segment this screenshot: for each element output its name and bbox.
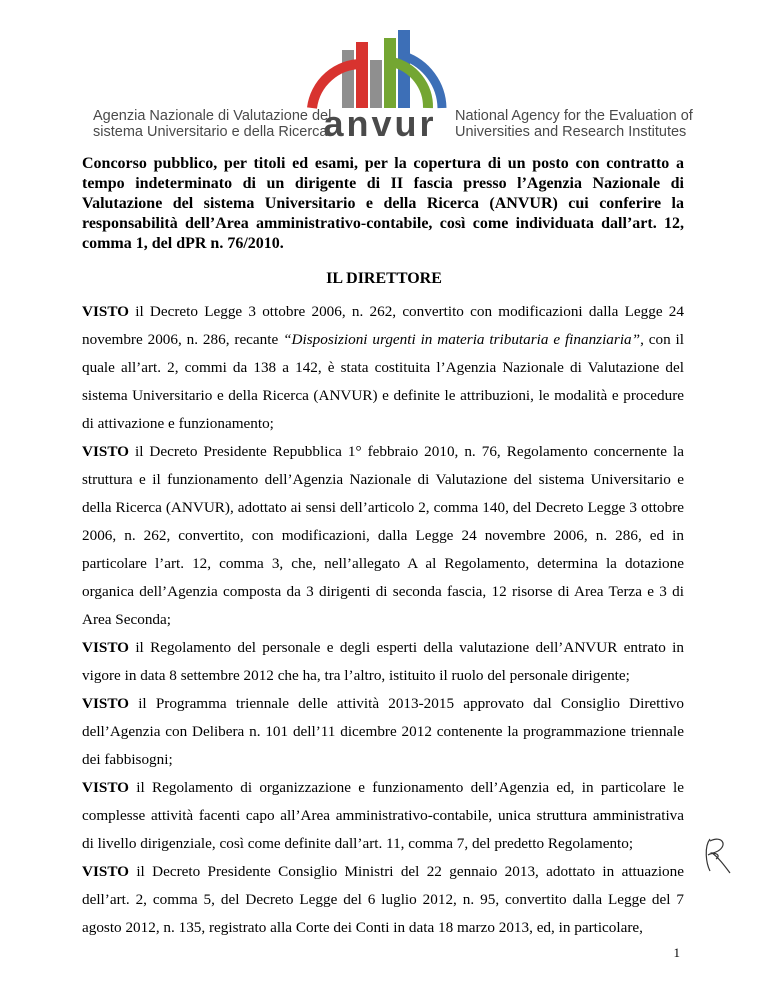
- agency-en-line2: Universities and Research Institutes: [455, 124, 687, 140]
- agency-name-english: [455, 108, 715, 140]
- logo-arc-red: [312, 64, 362, 108]
- document-body: [82, 298, 684, 942]
- agency-it-line2: sistema Universitario e della Ricerca: [93, 124, 328, 140]
- visto-lead: VISTO: [82, 863, 129, 880]
- paragraph-text: il Decreto Legge 3 ottobre 2006, n. 262, convertito con modificazioni dalla Legge 24 novembre 2006, n. 286, recante: [82, 303, 684, 348]
- director-heading: IL DIRETTORE: [326, 270, 442, 287]
- agency-en-line1: National Agency for the Evaluation of: [455, 108, 693, 124]
- paragraph-text: il Regolamento del personale e degli esperti della valutazione dell’ANVUR entrato in vigore in data 8 settembre 2012 che ha, tra l’altro, istituito il ruolo del personale dirigente;: [82, 639, 684, 684]
- paragraph-visto-2: [82, 438, 684, 634]
- logo-bar-red: [356, 42, 368, 108]
- signature-initial: [700, 833, 736, 877]
- paragraph-visto-1: [82, 298, 684, 438]
- paragraph-visto-5: [82, 774, 684, 858]
- paragraph-text: , con il quale all’art. 2, commi da 138 a 142, è stata costituita l’Agenzia Nazionale di Valutazione del sistema Universitario e della Ricerca (ANVUR) e definite le attribuzioni, le modalità e procedure di attivazione e funzionamento;: [82, 331, 684, 432]
- document-header: [0, 0, 768, 145]
- logo-bar-gray-1: [342, 50, 354, 108]
- visto-lead: VISTO: [82, 695, 129, 712]
- page-number: 1: [673, 945, 680, 960]
- visto-lead: VISTO: [82, 443, 129, 460]
- paragraph-text: il Programma triennale delle attività 2013-2015 approvato dal Consiglio Direttivo dell’Agenzia con Delibera n. 101 dell’11 dicembre 2012 contenente la programmazione triennale dei fabbisogni;: [82, 695, 684, 768]
- law-title-italic: “Disposizioni urgenti in materia tributaria e finanziaria”: [283, 331, 641, 348]
- paragraph-visto-4: [82, 690, 684, 774]
- paragraph-text: il Regolamento di organizzazione e funzionamento dell’Agenzia ed, in particolare le complesse attività facenti capo all’Area amministrativo-contabile, unica struttura amministrativa di livello dirigenziale, così come definite dall’art. 11, comma 7, del predetto Regolamento;: [82, 779, 684, 852]
- paragraph-text: il Decreto Presidente Consiglio Ministri del 22 gennaio 2013, adottato in attuazione dell’art. 2, comma 5, del Decreto Legge del 6 luglio 2012, n. 95, convertito dalla Legge del 7 agosto 2012, n. 135, registrato alla Corte dei Conti in data 18 marzo 2013, ed, in particolare,: [82, 863, 684, 936]
- agency-it-line1: Agenzia Nazionale di Valutazione del: [93, 108, 332, 124]
- visto-lead: VISTO: [82, 639, 129, 656]
- paragraph-visto-6: [82, 858, 684, 942]
- anvur-logo: [300, 30, 460, 142]
- paragraph-visto-3: [82, 634, 684, 690]
- visto-lead: VISTO: [82, 303, 129, 320]
- visto-lead: VISTO: [82, 779, 129, 796]
- logo-bar-gray-2: [370, 60, 382, 108]
- logo-wordmark: anvur: [323, 103, 437, 142]
- document-title: Concorso pubblico, per titoli ed esami, per la copertura di un posto con contratto a tempo indeterminato di un dirigente di II fascia presso l’Agenzia Nazionale di Valutazione del sistema Universitario e della Ricerca (ANVUR) cui conferire la responsabilità dell’Area amministrativo-contabile, così come individuata dall’art. 12, comma 1, del dPR n. 76/2010.: [82, 155, 684, 252]
- paragraph-text: il Decreto Presidente Repubblica 1° febbraio 2010, n. 76, Regolamento concernente la struttura e il funzionamento dell’Agenzia Nazionale di Valutazione del sistema Universitario e della Ricerca (ANVUR), adottato ai sensi dell’articolo 2, comma 140, del Decreto Legge 3 ottobre 2006, n. 262, convertito, con modificazioni, dalla Legge 24 novembre 2006, n. 286, ed in particolare l’art. 12, comma 3, che, nell’allegato A al Regolamento, determina la dotazione organica dell’Agenzia composta da 3 dirigenti di seconda fascia, 12 risorse di Area Terza e 3 di Area Seconda;: [82, 443, 684, 628]
- logo-bar-green: [384, 38, 396, 108]
